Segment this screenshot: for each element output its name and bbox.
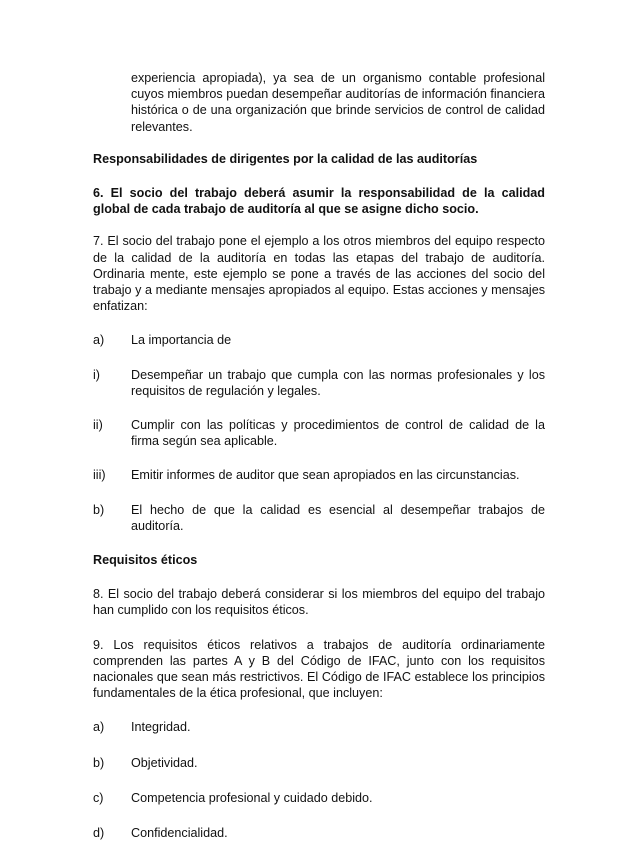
list-marker: c): [93, 790, 104, 805]
list-item-text: El hecho de que la calidad es esencial al desempeñar trabajos de auditoría.: [131, 502, 545, 533]
heading-responsabilidades: Responsabilidades de dirigentes por la calidad de las auditorías: [93, 151, 478, 166]
list-marker: ii): [93, 418, 103, 433]
paragraph-8: 8. El socio del trabajo deberá considerar si los miembros del equipo del trabajo han cumplido con los requisitos éticos.: [93, 587, 545, 618]
list-item-text: Integridad.: [131, 720, 191, 735]
list-item: [93, 367, 545, 399]
list-marker: iii): [93, 468, 106, 483]
list-item-text: Objetividad.: [131, 755, 198, 770]
heading-requisitos-eticos: Requisitos éticos: [93, 553, 198, 568]
paragraph-6: 6. El socio del trabajo deberá asumir la responsabilidad de la calidad global de cada trabajo de auditoría al que se asigne dicho socio.: [93, 186, 545, 217]
list-item-text: Emitir informes de auditor que sean apropiados en las circunstancias.: [131, 468, 520, 483]
list-item: [93, 417, 545, 449]
list-item-text: Cumplir con las políticas y procedimientos de control de calidad de la firma según sea aplicable.: [131, 418, 545, 449]
list-item-text: La importancia de: [131, 333, 232, 348]
list-item-text: Desempeñar un trabajo que cumpla con las normas profesionales y los requisitos de regulación y legales.: [131, 367, 545, 398]
list-item: [93, 467, 545, 483]
list-marker: a): [93, 720, 105, 735]
list-marker: b): [93, 755, 105, 770]
list-item: [93, 719, 545, 735]
list-item: [93, 790, 545, 806]
list-item-text: Competencia profesional y cuidado debido.: [131, 790, 373, 805]
list-marker: a): [93, 333, 105, 348]
intro-continuation-paragraph: experiencia apropiada), ya sea de un organismo contable profesional cuyos miembros puedan desempeñar auditorías de información financiera histórica o de una organización que brinde servicios de control de calidad relevantes.: [131, 71, 545, 134]
list-item: [93, 755, 545, 771]
list-marker: b): [93, 502, 105, 517]
list-item-text: Confidencialidad.: [131, 826, 228, 841]
list-item: [93, 825, 545, 841]
list-item: [93, 502, 545, 534]
paragraph-9: 9. Los requisitos éticos relativos a trabajos de auditoría ordinariamente comprenden las partes A y B del Código de IFAC, junto con los requisitos nacionales que sean más restrictivos. El Código de IFAC establece los principios fundamentales de la ética profesional, que incluyen:: [93, 637, 545, 701]
list-marker: i): [93, 367, 100, 382]
list-item: [93, 332, 545, 348]
paragraph-7: 7. El socio del trabajo pone el ejemplo a los otros miembros del equipo respecto de la calidad de la auditoría en todas las etapas del trabajo de auditoría. Ordinaria mente, este ejemplo se pone a través de las acciones del socio del trabajo y a mediante mensajes apropiados al equipo. Estas acciones y mensajes enfatizan:: [93, 234, 545, 314]
document-page: [93, 70, 545, 841]
list-marker: d): [93, 826, 105, 841]
